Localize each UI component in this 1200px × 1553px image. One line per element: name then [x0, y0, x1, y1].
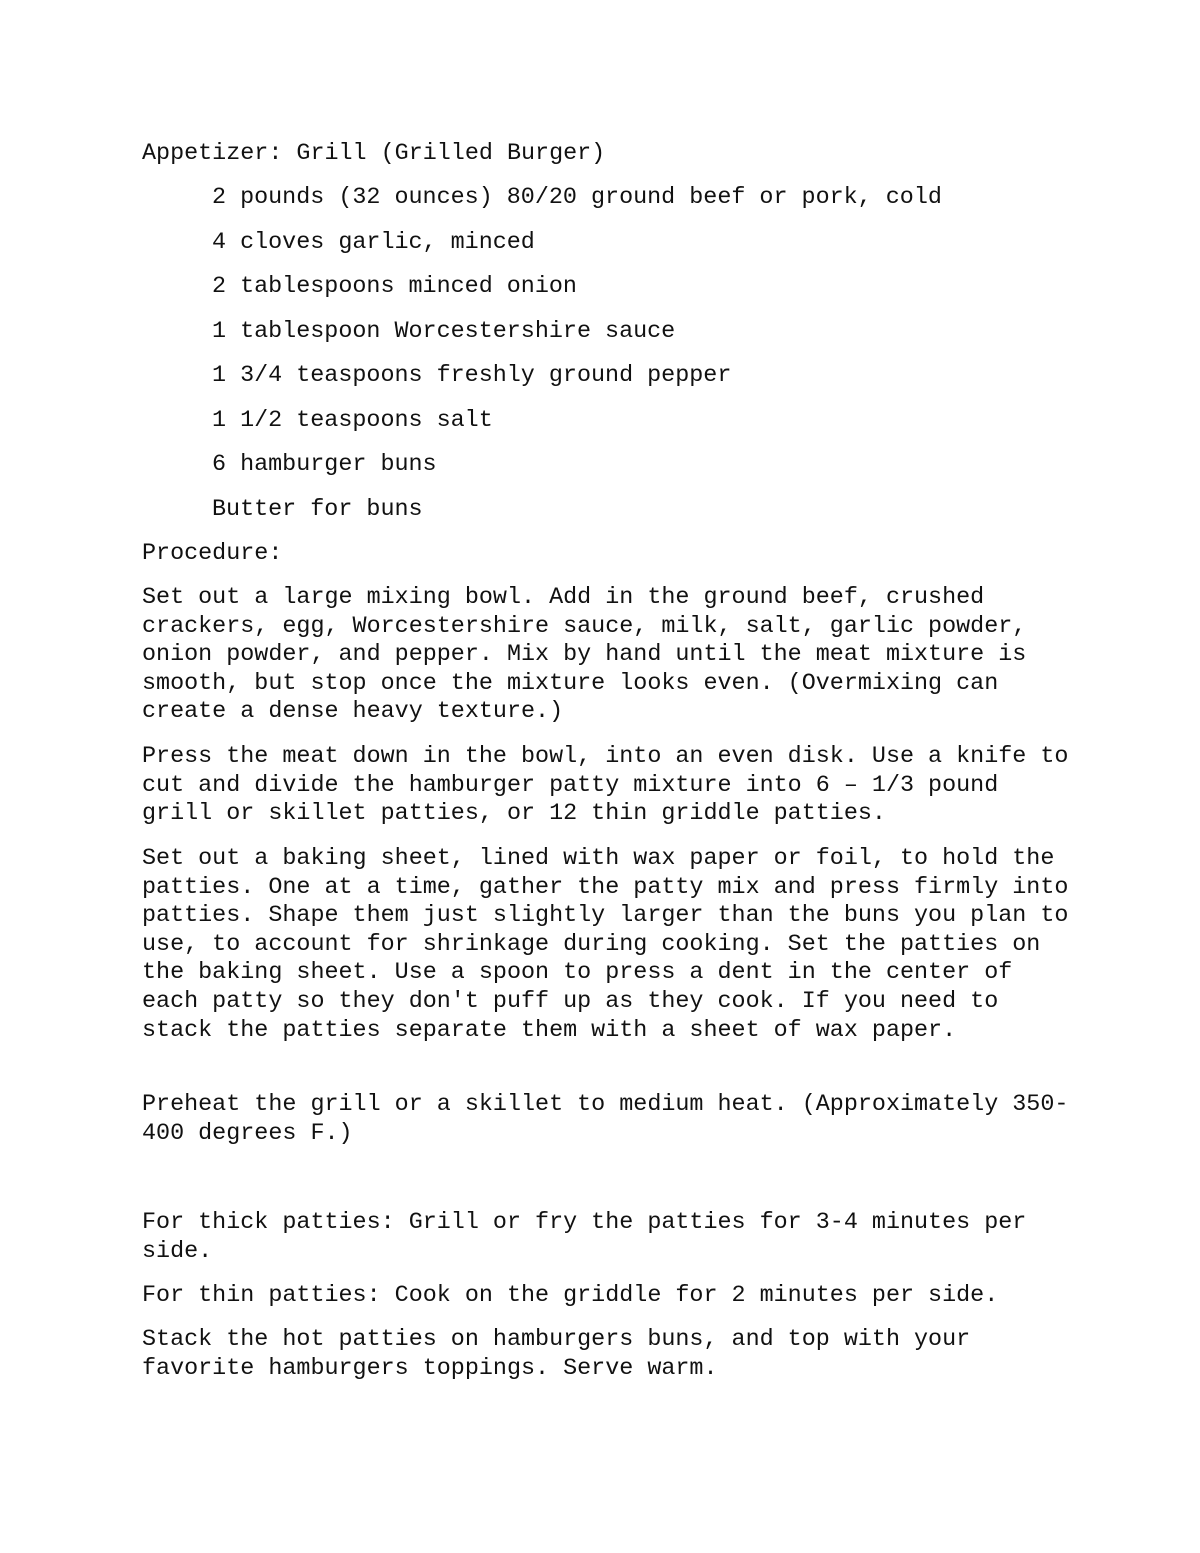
procedure-step: Preheat the grill or a skillet to medium heat. (Approximately 350-400 degrees F.) — [142, 1092, 1069, 1147]
ingredient-item: 2 pounds (32 ounces) 80/20 ground beef or pork, cold — [212, 185, 942, 211]
ingredient-item: 4 cloves garlic, minced — [212, 230, 535, 256]
procedure-step: Set out a large mixing bowl. Add in the ground beef, crushed crackers, egg, Worcestershire sauce, milk, salt, garlic powder, onion powder, and pepper. Mix by hand until the meat mixture is smooth, but stop once the mixture looks even. (Overmixing can create a dense heavy texture.) — [142, 585, 1027, 726]
procedure-step: For thin patties: Cook on the griddle for 2 minutes per side. — [142, 1283, 999, 1309]
procedure-step: For thick patties: Grill or fry the patties for 3-4 minutes per side. — [142, 1210, 1027, 1265]
procedure-step: Stack the hot patties on hamburgers buns, and top with your favorite hamburgers toppings. Serve warm. — [142, 1327, 971, 1382]
procedure-step: Set out a baking sheet, lined with wax paper or foil, to hold the patties. One at a time, gather the patty mix and press firmly into patties. Shape them just slightly larger than the buns you plan to use, to account for shrinkage during cooking. Set the patties on the baking sheet. Use a spoon to press a dent in the center of each patty so they don't puff up as they cook. If you need to stack the patties separate them with a sheet of wax paper. — [142, 846, 1069, 1044]
ingredient-item: 1 1/2 teaspoons salt — [212, 408, 493, 434]
ingredient-item: 6 hamburger buns — [212, 452, 437, 478]
ingredient-item: Butter for buns — [212, 497, 423, 523]
ingredient-item: 2 tablespoons minced onion — [212, 274, 577, 300]
ingredient-item: 1 3/4 teaspoons freshly ground pepper — [212, 363, 732, 389]
procedure-heading: Procedure: — [142, 541, 283, 567]
recipe-title: Appetizer: Grill (Grilled Burger) — [142, 141, 606, 167]
procedure-step: Press the meat down in the bowl, into an even disk. Use a knife to cut and divide the hamburger patty mixture into 6 – 1/3 pound grill or skillet patties, or 12 thin griddle patties. — [142, 744, 1069, 828]
ingredient-item: 1 tablespoon Worcestershire sauce — [212, 319, 676, 345]
